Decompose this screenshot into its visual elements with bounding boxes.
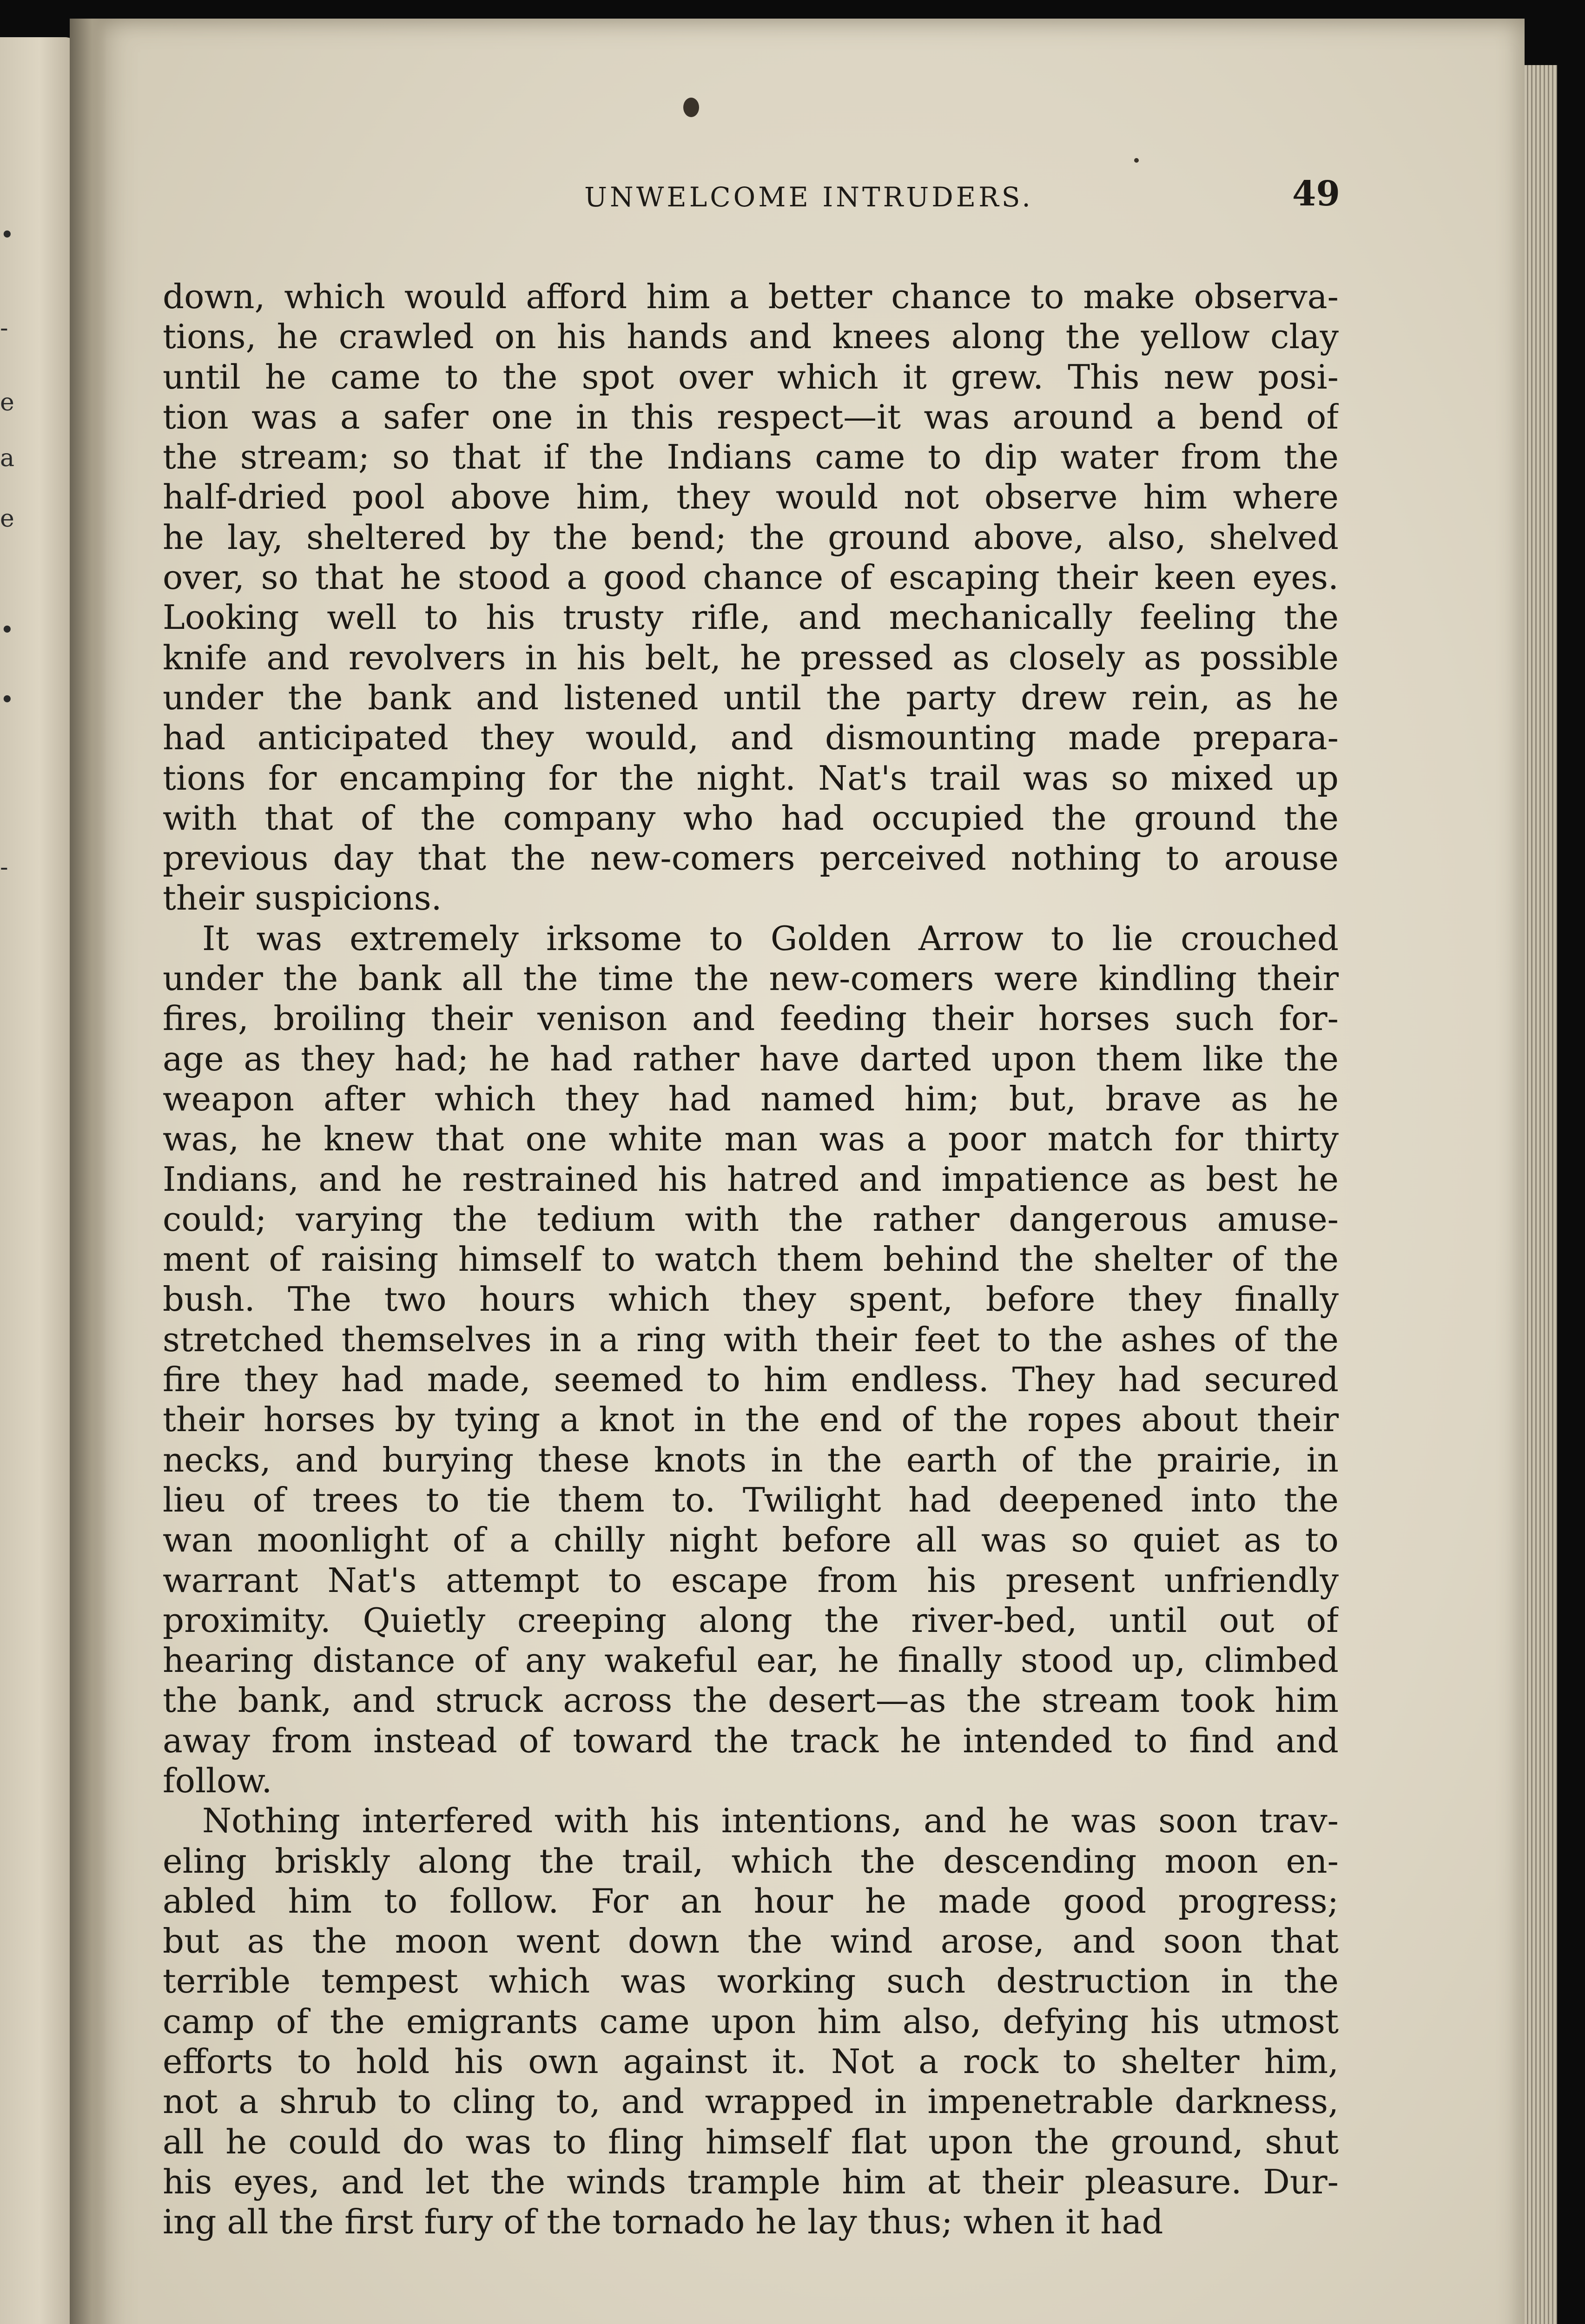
paragraph bbox=[163, 277, 1339, 918]
text-line: until he came to the spot over which it grew. This new posi- bbox=[163, 357, 1339, 396]
text-line: tion was a safer one in this respect—it was around a bend of bbox=[163, 397, 1339, 436]
text-line: tions for encamping for the night. Nat's trail was so mixed up bbox=[163, 758, 1339, 798]
page-number: 49 bbox=[1292, 174, 1340, 214]
text-line: the bank, and struck across the desert—as the stream took him bbox=[163, 1681, 1339, 1720]
text-line: follow. bbox=[163, 1761, 272, 1800]
text-line: half-dried pool above him, they would not observe him where bbox=[163, 477, 1339, 517]
text-line: their suspicions. bbox=[163, 878, 442, 918]
text-line: ment of raising himself to watch them behind the shelter of the bbox=[163, 1240, 1339, 1279]
text-line: he lay, sheltered by the bend; the ground above, also, shelved bbox=[163, 517, 1339, 557]
text-line: abled him to follow. For an hour he made good progress; bbox=[163, 1881, 1339, 1921]
text-line: camp of the emigrants came upon him also, defying his utmost bbox=[163, 2001, 1339, 2041]
text-line: their horses by tying a knot in the end of the ropes about their bbox=[163, 1400, 1339, 1439]
text-line: but as the moon went down the wind arose, and soon that bbox=[163, 1921, 1339, 1961]
text-line: lieu of trees to tie them to. Twilight had deepened into the bbox=[163, 1480, 1339, 1519]
text-line: could; varying the tedium with the rather dangerous amuse- bbox=[163, 1199, 1339, 1239]
text-line: warrant Nat's attempt to escape from his present unfriendly bbox=[163, 1560, 1339, 1600]
text-line: weapon after which they had named him; but, brave as he bbox=[163, 1079, 1339, 1118]
text-line: age as they had; he had rather have darted upon them like the bbox=[163, 1039, 1339, 1078]
text-line: It was extremely irksome to Golden Arrow to lie crouched bbox=[202, 918, 1339, 958]
text-line: terrible tempest which was working such destruction in the bbox=[163, 1961, 1339, 2001]
left-page-fragment: a bbox=[0, 444, 15, 472]
text-line: away from instead of toward the track he intended to find and bbox=[163, 1721, 1339, 1760]
left-page-fragment: • bbox=[0, 221, 14, 249]
text-line: had anticipated they would, and dismounting made prepara- bbox=[163, 718, 1339, 758]
text-line: Nothing interfered with his intentions, and he was soon trav- bbox=[202, 1801, 1339, 1841]
text-line: under the bank all the time the new-comers were kindling their bbox=[163, 959, 1339, 998]
book-page bbox=[88, 19, 1525, 2324]
left-page-fragment: - bbox=[0, 853, 8, 881]
text-line: the stream; so that if the Indians came to dip water from the bbox=[163, 437, 1339, 477]
adjacent-left-page bbox=[0, 37, 79, 2324]
text-line: not a shrub to cling to, and wrapped in impenetrable darkness, bbox=[163, 2082, 1339, 2121]
ink-speck bbox=[683, 98, 699, 117]
left-page-fragment: • bbox=[0, 616, 14, 644]
text-line: proximity. Quietly creeping along the river-bed, until out of bbox=[163, 1600, 1339, 1640]
text-line: fires, broiling their venison and feeding their horses such for- bbox=[163, 999, 1339, 1038]
text-line: knife and revolvers in his belt, he pressed as closely as possible bbox=[163, 638, 1339, 677]
text-line: efforts to hold his own against it. Not a rock to shelter him, bbox=[163, 2042, 1339, 2081]
running-head: UNWELCOME INTRUDERS. bbox=[584, 181, 1033, 213]
page-edges bbox=[1520, 65, 1557, 2324]
text-line: stretched themselves in a ring with their feet to the ashes of the bbox=[163, 1320, 1339, 1359]
text-line: eling briskly along the trail, which the descending moon en- bbox=[163, 1841, 1339, 1881]
text-line: was, he knew that one white man was a poor match for thirty bbox=[163, 1119, 1339, 1159]
left-page-fragment: e bbox=[0, 389, 14, 416]
left-page-fragment: e bbox=[0, 505, 14, 533]
text-line: with that of the company who had occupied the ground the bbox=[163, 798, 1339, 838]
text-line: bush. The two hours which they spent, before they finally bbox=[163, 1280, 1339, 1319]
text-line: all he could do was to fling himself flat upon the ground, shut bbox=[163, 2122, 1339, 2161]
text-line: Looking well to his trusty rifle, and mechanically feeling the bbox=[163, 598, 1339, 637]
gutter-shadow bbox=[70, 19, 107, 2324]
text-line: under the bank and listened until the party drew rein, as he bbox=[163, 678, 1339, 717]
text-line: fire they had made, seemed to him endless. They had secured bbox=[163, 1360, 1339, 1400]
text-line: over, so that he stood a good chance of escaping their keen eyes. bbox=[163, 558, 1339, 597]
body-text bbox=[163, 277, 1339, 2242]
ink-speck bbox=[1134, 158, 1139, 163]
text-line: wan moonlight of a chilly night before all was so quiet as to bbox=[163, 1520, 1339, 1560]
text-line: down, which would afford him a better chance to make observa- bbox=[163, 277, 1339, 316]
text-line: his eyes, and let the winds trample him at their pleasure. Dur- bbox=[163, 2162, 1339, 2201]
text-line: hearing distance of any wakeful ear, he finally stood up, climbed bbox=[163, 1641, 1339, 1680]
text-line: previous day that the new-comers perceived nothing to arouse bbox=[163, 838, 1339, 878]
paragraph bbox=[163, 918, 1339, 1801]
left-page-fragment: • bbox=[0, 686, 14, 714]
left-page-fragment: - bbox=[0, 314, 8, 342]
text-line: necks, and burying these knots in the earth of the prairie, in bbox=[163, 1440, 1339, 1479]
text-line: tions, he crawled on his hands and knees along the yellow clay bbox=[163, 317, 1339, 357]
paragraph bbox=[163, 1801, 1339, 2242]
page-header bbox=[88, 174, 1525, 223]
text-line: ing all the first fury of the tornado he lay thus; when it had bbox=[163, 2202, 1163, 2242]
text-line: Indians, and he restrained his hatred and impatience as best he bbox=[163, 1159, 1339, 1199]
